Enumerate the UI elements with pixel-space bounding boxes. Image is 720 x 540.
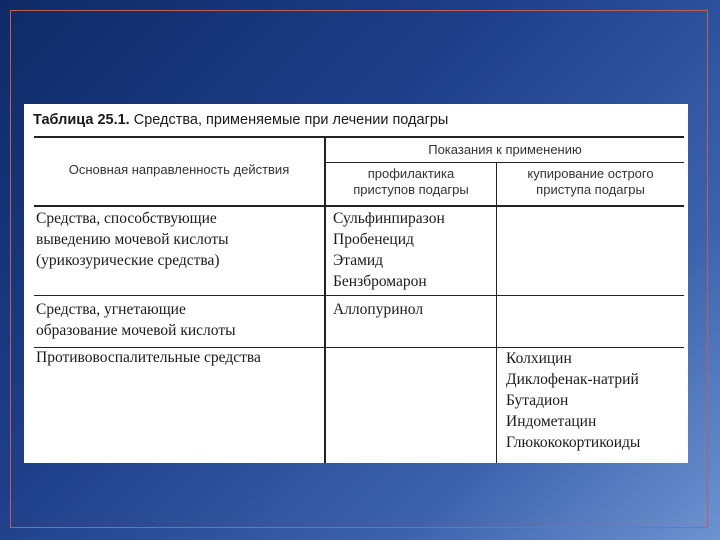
row3-acute: Колхицин Диклофенак-натрий Бутадион Индометацин Глюкококортикоиды [506,350,641,451]
header-acute: купирование острого приступа подагры [527,166,654,197]
table-number: Таблица 25.1. [33,112,130,128]
row2-action: Средства, угнетающие образование мочевой кислоты [36,301,236,339]
header-group: Показания к применению [428,142,582,157]
row2-prophylaxis: Аллопуринол [333,301,424,318]
header-action: Основная направленность действия [68,162,290,177]
rule-row1 [34,295,684,296]
header-prophylaxis: профилактика приступов подагры [353,166,469,197]
table-title: Средства, применяемые при лечении подагры [133,112,449,128]
table-sheet [24,104,688,463]
table-caption [33,112,448,128]
row1-prophylaxis: Сульфинпиразон Пробенецид Этамид Бензбромарон [333,210,445,290]
rule-header [34,205,684,207]
row1-action: Средства, способствующие выведению мочевой кислоты (урикозурические средства) [36,210,229,269]
rule-col2 [496,162,497,463]
row3-action: Противовоспалительные средства [36,349,261,366]
rule-top [34,136,684,138]
rule-group [326,162,684,163]
